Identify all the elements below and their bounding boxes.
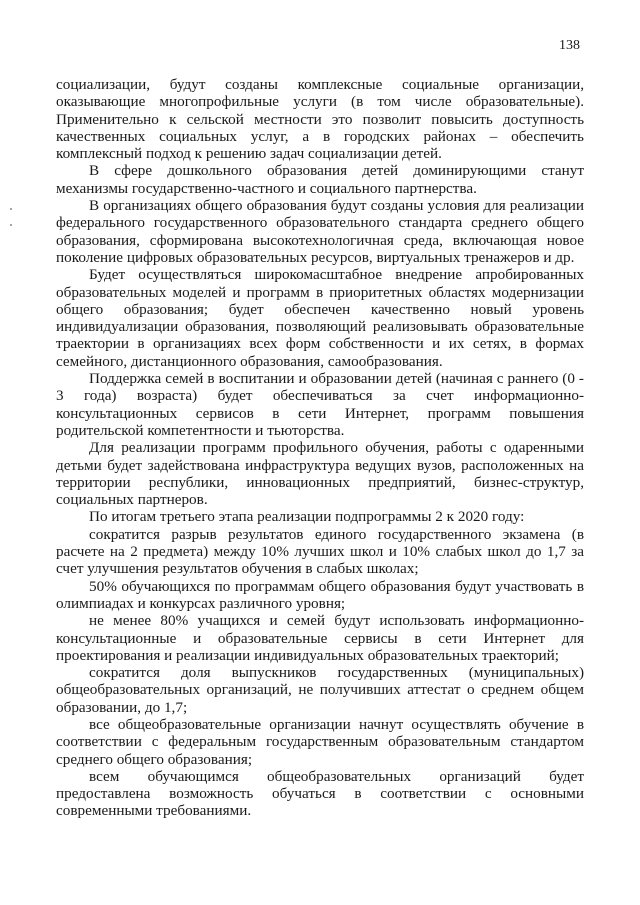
list-item: все общеобразовательные организации начнут осуществлять обучение в соответствии с федеральным государственным образовательным стандартом среднего общего образования; [56, 715, 584, 768]
page-number: 138 [559, 38, 580, 53]
list-item: всем обучающимся общеобразовательных организаций будет предоставлена возможность обучаться в соответствии с основными современными требованиями. [56, 767, 584, 820]
paragraph: Поддержка семей в воспитании и образовании детей (начиная с раннего (0 - 3 года) возраста) будет обеспечиваться за счет информационно-консультационных сервисов в сети Интернет, программ повышения родительской компетентности и тьюторства. [56, 370, 584, 439]
list-item: 50% обучающихся по программам общего образования будут участвовать в олимпиадах и конкурсах различного уровня; [56, 577, 584, 612]
list-item: сократится разрыв результатов единого государственного экзамена (в расчете на 2 предмета) между 10% лучших школ и 10% слабых школ до 1,7 за счет улучшения результатов обучения в слабых школах; [56, 525, 584, 578]
body-text [56, 76, 584, 820]
scan-speck [10, 208, 12, 210]
scan-speck [10, 224, 12, 226]
list-item: сократится доля выпускников государственных (муниципальных) общеобразовательных организаций, не получивших аттестат о среднем общем образовании, до 1,7; [56, 664, 584, 716]
paragraph: Для реализации программ профильного обучения, работы с одаренными детьми будет задействована инфраструктура ведущих вузов, расположенных на территории республики, инновационных предприятий, бизнес-структур, социальных партнеров. [56, 439, 584, 509]
paragraph: В сфере дошкольного образования детей доминирующими станут механизмы государственно-частного и социального партнерства. [56, 162, 584, 197]
paragraph: Будет осуществляться широкомасштабное внедрение апробированных образовательных моделей и программ в приоритетных областях модернизации общего образования; будет обеспечен качественно новый уровень индивидуализации образования, позволяющий реализовывать образовательные траектории в организациях всех форм собственности и их сетях, в формах семейного, дистанционного образования, самообразования. [56, 266, 584, 370]
paragraph: В организациях общего образования будут созданы условия для реализации федерального государственного образовательного стандарта среднего общего образования, сформирована высокотехнологичная среда, включающая новое поколение цифровых образовательных ресурсов, виртуальных тренажеров и др. [56, 197, 584, 266]
paragraph: социализации, будут созданы комплексные социальные организации, оказывающие многопрофильные услуги (в том числе образовательные). Применительно к сельской местности это позволит повысить доступность качественных социальных услуг, а в городских районах – обеспечить комплексный подход к решению задач социализации детей. [56, 76, 584, 163]
paragraph: По итогам третьего этапа реализации подпрограммы 2 к 2020 году: [89, 508, 525, 526]
list-item: не менее 80% учащихся и семей будут использовать информационно-консультационные и образовательные сервисы в сети Интернет для проектирования и реализации индивидуальных образовательных траекторий; [56, 612, 584, 664]
